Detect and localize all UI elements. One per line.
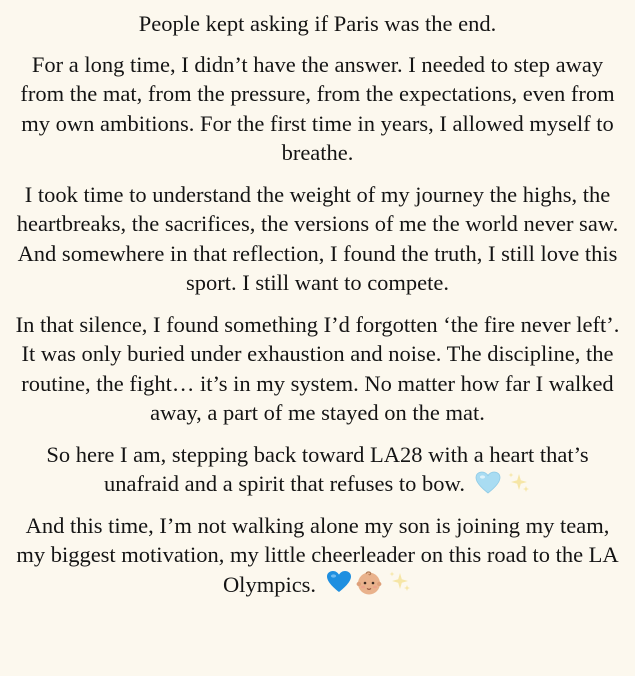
paragraph-5-text: So here I am, stepping back toward LA28 with a heart that’s unafraid and a spirit that refuses to bow. <box>46 441 589 496</box>
paragraph-6-text: And this time, I’m not walking alone my son is joining my team, my biggest motivation, my little cheerleader on this road to the LA Olympics. <box>16 512 619 597</box>
paragraph-6 <box>10 511 625 600</box>
paragraph-2 <box>10 50 625 168</box>
paragraph-5-emojis <box>471 471 531 495</box>
paragraph-1 <box>10 9 625 39</box>
paragraph-3 <box>10 180 625 298</box>
sparkles-icon <box>386 570 412 596</box>
paragraph-6-emojis <box>322 570 412 596</box>
paragraph-3-text: I took time to understand the weight of my journey the highs, the heartbreaks, the sacrifices, the versions of me the world never saw. And somewhere in that reflection, I found the truth, I still love this sport. I still want to compete. <box>16 181 619 295</box>
paragraph-2-text: For a long time, I didn’t have the answer. I needed to step away from the mat, from the pressure, from the expectations, even from my own ambitions. For the first time in years, I allowed myself to breathe. <box>20 51 615 165</box>
paragraph-4-text: In that silence, I found something I’d forgotten ‘the fire never left’. It was only buried under exhaustion and noise. The discipline, the routine, the fight… it’s in my system. No matter how far I walked away, a part of me stayed on the mat. <box>15 311 620 425</box>
light-blue-heart-icon <box>475 471 501 495</box>
paragraph-5 <box>10 440 625 499</box>
sparkles-icon <box>505 471 531 495</box>
paragraph-1-text: People kept asking if Paris was the end. <box>138 11 497 36</box>
blue-heart-icon <box>326 570 352 596</box>
paragraph-4 <box>10 310 625 428</box>
baby-icon <box>356 570 382 596</box>
